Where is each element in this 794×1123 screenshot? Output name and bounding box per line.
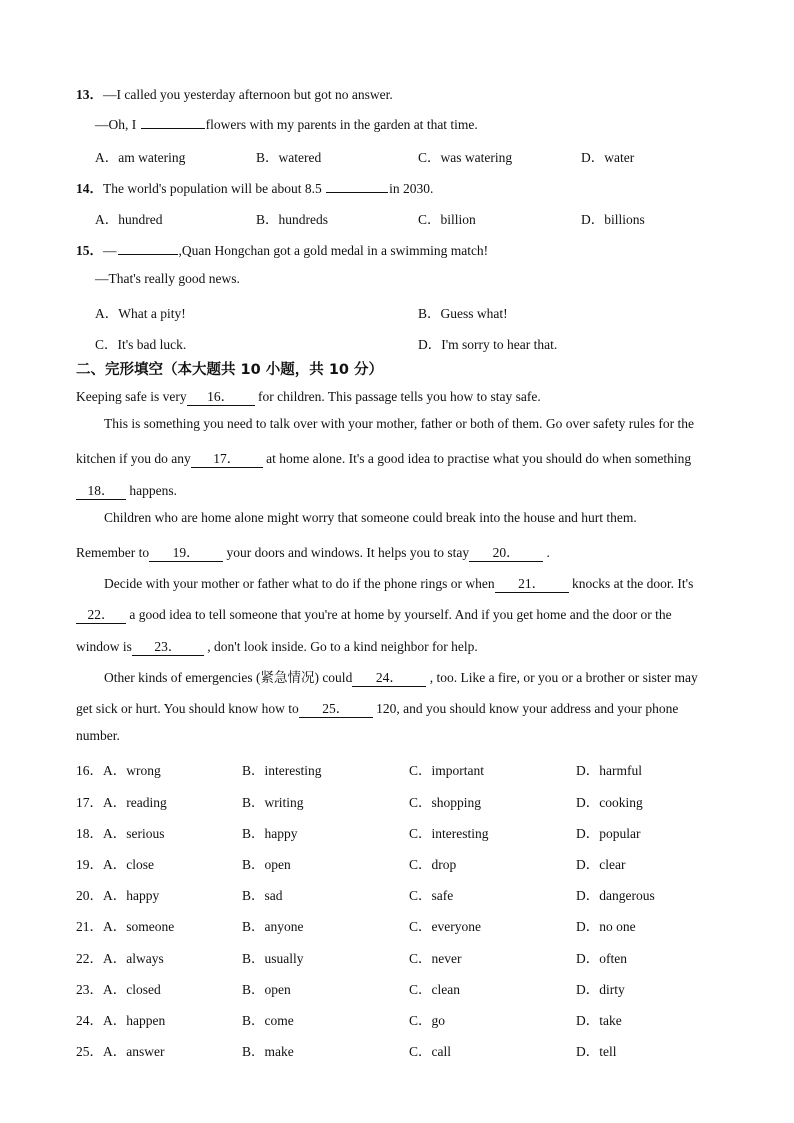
- blank-18: 18．: [76, 479, 126, 500]
- option-b: B．watered: [256, 150, 322, 165]
- cloze-row: 21．A．someone: [76, 919, 175, 934]
- passage-line: Keeping safe is very 16． for children. This passage tells you how to stay safe.: [76, 385, 541, 406]
- blank-23: 23．: [132, 635, 204, 656]
- option-d: D．harmful: [576, 763, 642, 778]
- cloze-row: 19．A．close: [76, 857, 154, 872]
- passage-line: window is 23． , don't look inside. Go to a kind neighbor for help.: [76, 635, 478, 656]
- question-number: 13．: [76, 87, 103, 102]
- passage-line: kitchen if you do any 17． at home alone. It's a good idea to practise what you should do when something: [76, 447, 691, 468]
- option-d: D．take: [576, 1013, 622, 1028]
- option-b: B．Guess what!: [418, 306, 508, 321]
- question-number: 14．: [76, 181, 103, 196]
- question-14-stem: 14．The world's population will be about 8.5 in 2030.: [76, 181, 434, 196]
- option-a: A．hundred: [95, 212, 163, 227]
- question-15-stem: 15．— ,Quan Hongchan got a gold medal in a swimming match!: [76, 243, 489, 258]
- option-d: D．I'm sorry to hear that.: [418, 337, 558, 352]
- question-15-line2: —That's really good news.: [95, 271, 240, 286]
- passage-line: 22． a good idea to tell someone that you're at home by yourself. And if you get home and the door or the: [76, 603, 672, 624]
- option-b: B．open: [242, 982, 291, 997]
- option-b: B．happy: [242, 826, 298, 841]
- option-c: C．clean: [409, 982, 460, 997]
- option-b: B．open: [242, 857, 291, 872]
- option-d: D．cooking: [576, 795, 643, 810]
- option-a: A．am watering: [95, 150, 186, 165]
- cloze-row: 22．A．always: [76, 951, 164, 966]
- answer-blank: [141, 115, 205, 129]
- blank-19: 19．: [149, 541, 223, 562]
- blank-21: 21．: [495, 572, 569, 593]
- option-c: C．call: [409, 1044, 451, 1059]
- option-d: D．popular: [576, 826, 641, 841]
- cloze-row: 18．A．serious: [76, 826, 165, 841]
- option-d: D．dangerous: [576, 888, 655, 903]
- blank-16: 16．: [187, 385, 255, 406]
- option-b: B．sad: [242, 888, 283, 903]
- passage-line: Children who are home alone might worry that someone could break into the house and hurt them.: [104, 510, 637, 525]
- passage-line: Decide with your mother or father what to do if the phone rings or when 21． knocks at the door. It's: [104, 572, 693, 593]
- option-b: B．come: [242, 1013, 294, 1028]
- blank-24: 24．: [352, 666, 426, 687]
- option-d: D．often: [576, 951, 627, 966]
- blank-22: 22．: [76, 603, 126, 624]
- blank-25: 25．: [299, 697, 373, 718]
- option-c: C．drop: [409, 857, 457, 872]
- option-d: D．no one: [576, 919, 636, 934]
- option-d: D．billions: [581, 212, 645, 227]
- option-c: C．everyone: [409, 919, 481, 934]
- option-c: C．go: [409, 1013, 446, 1028]
- option-b: B．usually: [242, 951, 304, 966]
- option-d: D．clear: [576, 857, 626, 872]
- option-b: B．writing: [242, 795, 304, 810]
- blank-17: 17．: [191, 447, 263, 468]
- answer-blank: [118, 241, 178, 255]
- cloze-row: 23．A．closed: [76, 982, 161, 997]
- question-13-line2: —Oh, I flowers with my parents in the garden at that time.: [95, 117, 478, 132]
- passage-line: This is something you need to talk over with your mother, father or both of them. Go over safety rules for the: [104, 416, 694, 431]
- cloze-row: 25．A．answer: [76, 1044, 165, 1059]
- option-b: B．interesting: [242, 763, 322, 778]
- blank-20: 20．: [469, 541, 543, 562]
- option-c: C．was watering: [418, 150, 513, 165]
- section-title: 二、完形填空（本大题共 10 小题，共 10 分）: [76, 362, 384, 378]
- cloze-row: 17．A．reading: [76, 795, 167, 810]
- option-c: C．never: [409, 951, 462, 966]
- question-13-stem: 13．—I called you yesterday afternoon but got no answer.: [76, 87, 393, 102]
- option-c: C．shopping: [409, 795, 482, 810]
- option-c: C．interesting: [409, 826, 489, 841]
- option-a: A．What a pity!: [95, 306, 186, 321]
- option-c: C．important: [409, 763, 484, 778]
- passage-line: Remember to 19． your doors and windows. It helps you to stay 20． .: [76, 541, 550, 562]
- option-c: C．It's bad luck.: [95, 337, 187, 352]
- passage-line: 18． happens.: [76, 479, 177, 500]
- cloze-row: 16．A．wrong: [76, 763, 161, 778]
- cloze-row: 24．A．happen: [76, 1013, 166, 1028]
- passage-line: Other kinds of emergencies (紧急情况) could 24． , too. Like a fire, or you or a brother or sister may: [104, 666, 698, 687]
- cloze-row: 20．A．happy: [76, 888, 160, 903]
- option-d: D．dirty: [576, 982, 625, 997]
- passage-line: get sick or hurt. You should know how to 25． 120, and you should know your address and your phone: [76, 697, 678, 718]
- passage-line: number.: [76, 728, 120, 743]
- option-b: B．hundreds: [256, 212, 328, 227]
- option-d: D．water: [581, 150, 635, 165]
- option-b: B．make: [242, 1044, 294, 1059]
- option-c: C．safe: [409, 888, 454, 903]
- option-d: D．tell: [576, 1044, 617, 1059]
- option-c: C．billion: [418, 212, 476, 227]
- answer-blank: [326, 179, 388, 193]
- question-number: 15．: [76, 243, 103, 258]
- option-b: B．anyone: [242, 919, 304, 934]
